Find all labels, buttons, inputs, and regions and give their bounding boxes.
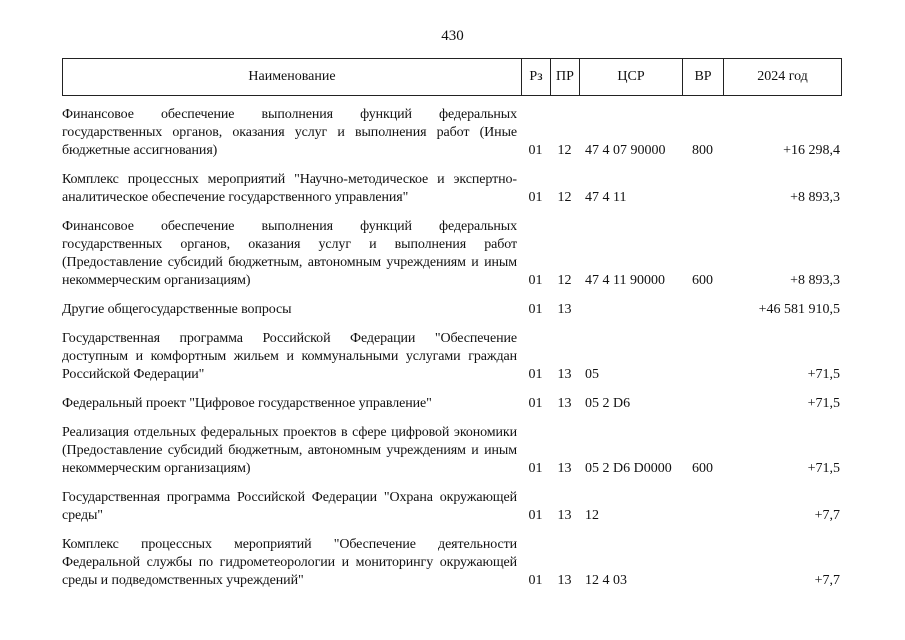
table-header xyxy=(62,58,842,96)
row-amount: +7,7 xyxy=(814,508,840,523)
row-pr: 13 xyxy=(557,573,572,588)
table-row xyxy=(62,218,842,290)
row-amount: +71,5 xyxy=(807,396,840,411)
row-name: Государственная программа Российской Федерации "Охрана окружающей среды" xyxy=(62,490,517,523)
table-body xyxy=(62,106,842,601)
row-csr: 05 xyxy=(585,367,599,382)
row-rz: 01 xyxy=(528,396,543,411)
row-pr: 13 xyxy=(557,508,572,523)
row-amount: +46 581 910,5 xyxy=(758,302,840,317)
row-name: Финансовое обеспечение выполнения функций федеральных государственных органов, оказания услуг и выполнения работ (Иные бюджетные ассигнования) xyxy=(62,107,517,158)
header-name: Наименование xyxy=(63,59,522,95)
table-row xyxy=(62,171,842,207)
header-year: 2024 год xyxy=(757,69,808,84)
row-name: Финансовое обеспечение выполнения функций федеральных государственных органов, оказания услуг и выполнения работ (Предоставление субсидий бюджетным, автономным учреждениям и иным некоммерческим организациям) xyxy=(62,219,517,288)
row-rz: 01 xyxy=(528,461,543,476)
row-csr: 47 4 11 xyxy=(585,190,627,205)
table-row xyxy=(62,395,842,413)
row-vr: 800 xyxy=(692,143,713,158)
row-name: Государственная программа Российской Федерации "Обеспечение доступным и комфортным жильем и коммунальными услугами граждан Российской Федерации" xyxy=(62,331,517,382)
row-vr: 600 xyxy=(692,461,713,476)
header-rz: Рз xyxy=(522,59,551,95)
row-csr: 05 2 D6 D0000 xyxy=(585,461,672,476)
header-pr: ПР xyxy=(551,59,580,95)
table-row xyxy=(62,489,842,525)
row-pr: 13 xyxy=(557,302,572,317)
row-amount: +8 893,3 xyxy=(790,273,840,288)
row-csr: 12 4 03 xyxy=(585,573,627,588)
row-name: Комплекс процессных мероприятий "Обеспечение деятельности Федеральной службы по гидрометеорологии и мониторингу окружающей среды и подведомственных учреждений" xyxy=(62,537,517,588)
row-pr: 13 xyxy=(557,396,572,411)
row-name: Комплекс процессных мероприятий "Научно-методическое и экспертно-аналитическое обеспечение государственного управления" xyxy=(62,172,517,205)
row-rz: 01 xyxy=(528,367,543,382)
row-name: Реализация отдельных федеральных проектов в сфере цифровой экономики (Предоставление субсидий бюджетным, автономным учреждениям и иным некоммерческим организациям) xyxy=(62,425,517,476)
row-amount: +16 298,4 xyxy=(783,143,840,158)
row-pr: 13 xyxy=(557,461,572,476)
page-number: 430 xyxy=(441,28,464,44)
table-row xyxy=(62,424,842,478)
row-rz: 01 xyxy=(528,143,543,158)
row-vr: 600 xyxy=(692,273,713,288)
row-csr: 47 4 11 90000 xyxy=(585,273,665,288)
row-rz: 01 xyxy=(528,273,543,288)
row-amount: +71,5 xyxy=(807,461,840,476)
row-csr: 05 2 D6 xyxy=(585,396,631,411)
row-amount: +7,7 xyxy=(814,573,840,588)
row-pr: 13 xyxy=(557,367,572,382)
row-csr: 47 4 07 90000 xyxy=(585,143,666,158)
table-row xyxy=(62,106,842,160)
row-name: Федеральный проект "Цифровое государственное управление" xyxy=(62,396,432,411)
table-row xyxy=(62,536,842,590)
header-vr: ВР xyxy=(683,59,724,95)
row-rz: 01 xyxy=(528,508,543,523)
table-row xyxy=(62,301,842,319)
row-rz: 01 xyxy=(528,302,543,317)
table-row xyxy=(62,330,842,384)
row-rz: 01 xyxy=(528,190,543,205)
header-csr: ЦСР xyxy=(580,59,683,95)
row-name: Другие общегосударственные вопросы xyxy=(62,302,292,317)
row-amount: +71,5 xyxy=(807,367,840,382)
row-pr: 12 xyxy=(557,190,572,205)
row-rz: 01 xyxy=(528,573,543,588)
row-csr: 12 xyxy=(585,508,599,523)
row-pr: 12 xyxy=(557,273,572,288)
row-amount: +8 893,3 xyxy=(790,190,840,205)
row-pr: 12 xyxy=(557,143,572,158)
